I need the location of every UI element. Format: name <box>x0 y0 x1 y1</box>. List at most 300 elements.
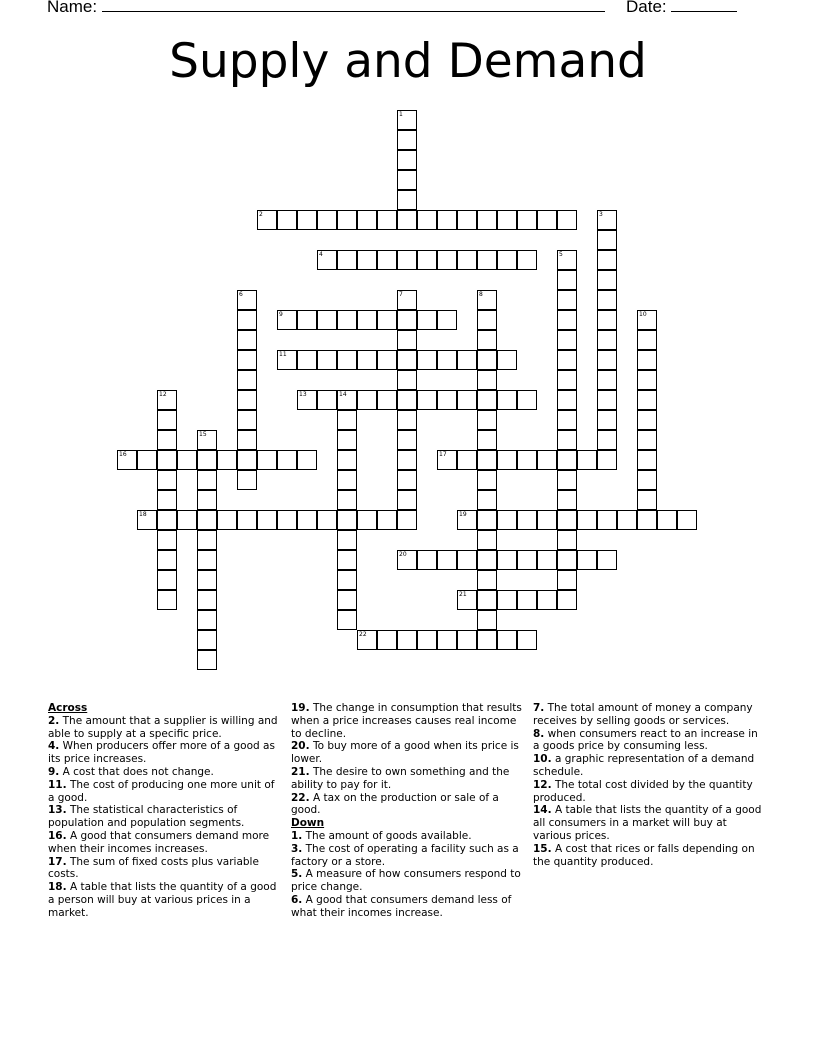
clue-number-15: 15 <box>199 431 207 438</box>
crossword-cell[interactable] <box>477 330 497 350</box>
crossword-cell[interactable] <box>297 450 317 470</box>
crossword-cell[interactable] <box>357 310 377 330</box>
clue-item <box>533 843 765 869</box>
crossword-cell[interactable] <box>157 470 177 490</box>
crossword-cell[interactable] <box>617 510 637 530</box>
crossword-cell[interactable] <box>637 390 657 410</box>
crossword-cell[interactable] <box>637 470 657 490</box>
crossword-cell[interactable] <box>557 290 577 310</box>
crossword-cell[interactable] <box>537 550 557 570</box>
clue-number: 9. <box>48 765 60 778</box>
crossword-cell[interactable] <box>457 630 477 650</box>
clue-number: 17. <box>48 855 67 868</box>
crossword-cell[interactable] <box>477 610 497 630</box>
crossword-cell[interactable] <box>557 590 577 610</box>
clue-item <box>48 779 280 805</box>
date-label: Date: <box>626 0 667 16</box>
crossword-cell[interactable] <box>377 310 397 330</box>
crossword-cell[interactable] <box>357 210 377 230</box>
crossword-cell[interactable] <box>437 310 457 330</box>
clue-number-8: 8 <box>479 291 483 298</box>
crossword-cell[interactable] <box>397 210 417 230</box>
crossword-cell[interactable] <box>257 510 277 530</box>
crossword-cell[interactable] <box>557 430 577 450</box>
crossword-cell[interactable] <box>237 410 257 430</box>
crossword-cell[interactable] <box>477 510 497 530</box>
crossword-cell[interactable] <box>457 210 477 230</box>
crossword-cell[interactable] <box>197 530 217 550</box>
crossword-cell[interactable] <box>197 650 217 670</box>
clue-text: A table that lists the quantity of a good all consumers in a market will buy at various prices. <box>533 804 762 842</box>
crossword-cell[interactable] <box>477 370 497 390</box>
clue-number: 14. <box>533 804 552 817</box>
crossword-cell[interactable] <box>337 510 357 530</box>
crossword-cell[interactable] <box>497 590 517 610</box>
crossword-cell[interactable] <box>157 570 177 590</box>
crossword-cell[interactable] <box>417 310 437 330</box>
clue-item <box>533 779 765 805</box>
crossword-cell[interactable] <box>337 550 357 570</box>
crossword-cell[interactable] <box>477 570 497 590</box>
crossword-cell[interactable] <box>197 570 217 590</box>
crossword-cell[interactable] <box>197 490 217 510</box>
clue-item <box>533 702 765 728</box>
crossword-cell[interactable] <box>537 510 557 530</box>
clue-item <box>291 702 523 740</box>
clue-text: A table that lists the quantity of a good a person will buy at various prices in a market. <box>48 881 277 919</box>
crossword-cell[interactable] <box>637 410 657 430</box>
crossword-cell[interactable] <box>397 370 417 390</box>
crossword-cell[interactable] <box>637 330 657 350</box>
crossword-cell[interactable] <box>417 250 437 270</box>
crossword-cell[interactable] <box>417 350 437 370</box>
crossword-cell[interactable] <box>557 270 577 290</box>
crossword-cell[interactable] <box>517 450 537 470</box>
crossword-cell[interactable] <box>177 450 197 470</box>
crossword-cell[interactable] <box>477 450 497 470</box>
across-heading: Across <box>48 702 88 714</box>
crossword-cell[interactable] <box>597 410 617 430</box>
crossword-cell[interactable] <box>357 250 377 270</box>
crossword-cell[interactable] <box>397 410 417 430</box>
clue-item <box>48 804 280 830</box>
crossword-cell[interactable] <box>337 590 357 610</box>
crossword-cell[interactable] <box>317 510 337 530</box>
crossword-cell[interactable] <box>357 510 377 530</box>
clue-number: 2. <box>48 714 60 727</box>
crossword-cell[interactable] <box>637 370 657 390</box>
page-title: Supply and Demand <box>169 34 647 89</box>
crossword-cell[interactable] <box>197 630 217 650</box>
crossword-cell[interactable] <box>397 390 417 410</box>
clue-number-21: 21 <box>459 591 467 598</box>
crossword-cell[interactable] <box>597 550 617 570</box>
clue-number: 4. <box>48 740 60 753</box>
clue-text: A measure of how consumers respond to price change. <box>291 868 521 894</box>
crossword-cell[interactable] <box>397 450 417 470</box>
crossword-cell[interactable] <box>237 430 257 450</box>
crossword-cell[interactable] <box>517 550 537 570</box>
clue-text: When producers offer more of a good as its price increases. <box>48 740 275 766</box>
crossword-cell[interactable] <box>337 310 357 330</box>
crossword-cell[interactable] <box>157 550 177 570</box>
crossword-cell[interactable] <box>297 310 317 330</box>
crossword-cell[interactable] <box>157 430 177 450</box>
crossword-cell[interactable] <box>397 330 417 350</box>
crossword-cell[interactable] <box>517 250 537 270</box>
clue-number-18: 18 <box>139 511 147 518</box>
crossword-cell[interactable] <box>397 510 417 530</box>
crossword-cell[interactable] <box>577 510 597 530</box>
crossword-cell[interactable] <box>397 630 417 650</box>
down-heading: Down <box>291 817 325 830</box>
crossword-cell[interactable] <box>237 330 257 350</box>
clue-item <box>48 881 280 919</box>
crossword-cell[interactable] <box>277 510 297 530</box>
clue-number-16: 16 <box>119 451 127 458</box>
clue-item <box>533 728 765 754</box>
crossword-cell[interactable] <box>197 550 217 570</box>
clue-text: The amount of goods available. <box>302 829 472 842</box>
clue-number-20: 20 <box>399 551 407 558</box>
crossword-cell[interactable] <box>397 150 417 170</box>
clue-number-10: 10 <box>639 311 647 318</box>
clue-number: 22. <box>291 791 310 804</box>
crossword-cell[interactable] <box>537 450 557 470</box>
crossword-cell[interactable] <box>397 430 417 450</box>
clue-text: A tax on the production or sale of a good. <box>291 791 499 817</box>
clue-text: The change in consumption that results when a price increases causes real income to decline. <box>291 702 522 740</box>
crossword-cell[interactable] <box>377 390 397 410</box>
crossword-cell[interactable] <box>377 630 397 650</box>
clue-number-6: 6 <box>239 291 243 298</box>
clue-number: 7. <box>533 702 545 714</box>
crossword-cell[interactable] <box>337 210 357 230</box>
crossword-cell[interactable] <box>337 430 357 450</box>
clue-number-4: 4 <box>319 251 323 258</box>
crossword-cell[interactable] <box>197 590 217 610</box>
crossword-cell[interactable] <box>637 510 657 530</box>
crossword-cell[interactable] <box>597 510 617 530</box>
crossword-cell[interactable] <box>337 450 357 470</box>
crossword-cell[interactable] <box>437 350 457 370</box>
crossword-cell[interactable] <box>557 550 577 570</box>
clue-text: The amount that a supplier is willing and able to supply at a specific price. <box>48 714 278 740</box>
crossword-cell[interactable] <box>597 330 617 350</box>
crossword-cell[interactable] <box>377 250 397 270</box>
clue-item <box>48 766 280 779</box>
clue-item <box>533 753 765 779</box>
crossword-cell[interactable] <box>297 350 317 370</box>
clue-number: 3. <box>291 842 303 855</box>
crossword-cell[interactable] <box>157 530 177 550</box>
crossword-cell[interactable] <box>337 470 357 490</box>
crossword-cell[interactable] <box>637 430 657 450</box>
crossword-cell[interactable] <box>197 450 217 470</box>
clue-item <box>291 766 523 792</box>
crossword-cell[interactable] <box>337 610 357 630</box>
crossword-cell[interactable] <box>677 510 697 530</box>
crossword-cell[interactable] <box>597 390 617 410</box>
crossword-cell[interactable] <box>537 210 557 230</box>
crossword-cell[interactable] <box>497 450 517 470</box>
clue-text: The cost of producing one more unit of a good. <box>48 778 275 804</box>
crossword-cell[interactable] <box>557 370 577 390</box>
clue-item <box>291 830 523 843</box>
crossword-cell[interactable] <box>477 350 497 370</box>
clue-text: The statistical characteristics of population and population segments. <box>48 804 245 830</box>
crossword-cell[interactable] <box>597 430 617 450</box>
crossword-cell[interactable] <box>157 490 177 510</box>
crossword-cell[interactable] <box>237 350 257 370</box>
crossword-cell[interactable] <box>157 450 177 470</box>
clue-number-11: 11 <box>279 351 287 358</box>
crossword-cell[interactable] <box>197 610 217 630</box>
clue-number: 11. <box>48 778 67 791</box>
crossword-cell[interactable] <box>597 270 617 290</box>
crossword-cell[interactable] <box>397 170 417 190</box>
crossword-cell[interactable] <box>417 630 437 650</box>
crossword-cell[interactable] <box>397 190 417 210</box>
clue-text: A good that consumers demand less of what their incomes increase. <box>291 893 512 919</box>
crossword-cell[interactable] <box>257 450 277 470</box>
crossword-cell[interactable] <box>337 570 357 590</box>
clue-number-14: 14 <box>339 391 347 398</box>
crossword-cell[interactable] <box>197 510 217 530</box>
crossword-cell[interactable] <box>537 590 557 610</box>
clues-column-2 <box>291 702 523 920</box>
clue-text: The sum of fixed costs plus variable costs. <box>48 855 259 881</box>
crossword-cell[interactable] <box>417 550 437 570</box>
crossword-cell[interactable] <box>497 550 517 570</box>
crossword-cell[interactable] <box>577 450 597 470</box>
crossword-cell[interactable] <box>397 470 417 490</box>
crossword-cell[interactable] <box>377 510 397 530</box>
crossword-cell[interactable] <box>517 510 537 530</box>
crossword-cell[interactable] <box>337 490 357 510</box>
crossword-cell[interactable] <box>477 390 497 410</box>
crossword-cell[interactable] <box>477 530 497 550</box>
crossword-cell[interactable] <box>177 510 197 530</box>
crossword-cell[interactable] <box>417 390 437 410</box>
crossword-cell[interactable] <box>397 350 417 370</box>
clue-text: To buy more of a good when its price is lower. <box>291 740 519 766</box>
crossword-cell[interactable] <box>297 510 317 530</box>
crossword-cell[interactable] <box>597 290 617 310</box>
crossword-cell[interactable] <box>597 370 617 390</box>
crossword-cell[interactable] <box>557 450 577 470</box>
crossword-cell[interactable] <box>237 450 257 470</box>
crossword-cell[interactable] <box>397 490 417 510</box>
crossword-cell[interactable] <box>497 350 517 370</box>
crossword-cell[interactable] <box>277 210 297 230</box>
crossword-cell[interactable] <box>317 210 337 230</box>
crossword-cell[interactable] <box>637 490 657 510</box>
crossword-cell[interactable] <box>417 210 437 230</box>
crossword-cell[interactable] <box>377 210 397 230</box>
crossword-cell[interactable] <box>497 390 517 410</box>
clue-item <box>48 830 280 856</box>
crossword-cell[interactable] <box>477 550 497 570</box>
crossword-cell[interactable] <box>557 350 577 370</box>
clue-number-5: 5 <box>559 251 563 258</box>
crossword-cell[interactable] <box>437 250 457 270</box>
crossword-cell[interactable] <box>477 470 497 490</box>
clue-item <box>291 740 523 766</box>
crossword-cell[interactable] <box>237 470 257 490</box>
clue-text: A cost that does not change. <box>59 765 214 778</box>
clue-number-3: 3 <box>599 211 603 218</box>
crossword-cell[interactable] <box>457 350 477 370</box>
clue-text: when consumers react to an increase in a goods price by consuming less. <box>533 727 758 753</box>
crossword-cell[interactable] <box>277 450 297 470</box>
crossword-cell[interactable] <box>477 590 497 610</box>
crossword-cell[interactable] <box>317 310 337 330</box>
crossword-cell[interactable] <box>637 350 657 370</box>
crossword-cell[interactable] <box>557 390 577 410</box>
crossword-cell[interactable] <box>237 310 257 330</box>
clue-number: 8. <box>533 727 545 740</box>
crossword-cell[interactable] <box>337 250 357 270</box>
clue-number: 16. <box>48 829 67 842</box>
clue-text: The cost of operating a facility such as a factory or a store. <box>291 842 519 868</box>
crossword-cell[interactable] <box>577 550 597 570</box>
crossword-cell[interactable] <box>237 510 257 530</box>
crossword-cell[interactable] <box>137 450 157 470</box>
crossword-cell[interactable] <box>657 510 677 530</box>
crossword-cell[interactable] <box>457 390 477 410</box>
crossword-cell[interactable] <box>337 350 357 370</box>
clue-number-19: 19 <box>459 511 467 518</box>
crossword-cell[interactable] <box>237 370 257 390</box>
crossword-cell[interactable] <box>457 250 477 270</box>
crossword-cell[interactable] <box>597 230 617 250</box>
clue-number-9: 9 <box>279 311 283 318</box>
clue-item <box>291 894 523 920</box>
crossword-cell[interactable] <box>377 350 397 370</box>
crossword-cell[interactable] <box>317 390 337 410</box>
clue-text: A good that consumers demand more when their incomes increases. <box>48 829 270 855</box>
clue-number: 1. <box>291 829 303 842</box>
crossword-cell[interactable] <box>457 550 477 570</box>
crossword-cell[interactable] <box>337 530 357 550</box>
crossword-cell[interactable] <box>437 390 457 410</box>
crossword-cell[interactable] <box>557 330 577 350</box>
name-label: Name: <box>47 0 98 16</box>
crossword-cell[interactable] <box>557 510 577 530</box>
crossword-cell[interactable] <box>457 450 477 470</box>
clue-item <box>48 856 280 882</box>
crossword-cell[interactable] <box>157 590 177 610</box>
clue-item <box>291 792 523 818</box>
crossword-cell[interactable] <box>397 310 417 330</box>
clue-number: 19. <box>291 702 310 714</box>
crossword-cell[interactable] <box>597 310 617 330</box>
crossword-cell[interactable] <box>637 450 657 470</box>
crossword-cell[interactable] <box>557 410 577 430</box>
crossword-cell[interactable] <box>557 310 577 330</box>
crossword-cell[interactable] <box>517 390 537 410</box>
clue-number: 12. <box>533 778 552 791</box>
clue-number-7: 7 <box>399 291 403 298</box>
clues-column-1 <box>48 702 280 920</box>
crossword-cell[interactable] <box>497 250 517 270</box>
crossword-cell[interactable] <box>477 630 497 650</box>
crossword-cell[interactable] <box>357 350 377 370</box>
crossword-cell[interactable] <box>297 210 317 230</box>
crossword-cell[interactable] <box>597 450 617 470</box>
clue-number: 10. <box>533 753 552 766</box>
clue-number-13: 13 <box>299 391 307 398</box>
clue-number: 6. <box>291 893 303 906</box>
clue-item <box>291 843 523 869</box>
crossword-cell[interactable] <box>437 630 457 650</box>
crossword-cell[interactable] <box>437 210 457 230</box>
clue-text: A cost that rices or falls depending on the quantity produced. <box>533 842 755 868</box>
crossword-cell[interactable] <box>557 570 577 590</box>
crossword-cell[interactable] <box>557 490 577 510</box>
crossword-cell[interactable] <box>397 250 417 270</box>
clue-number-1: 1 <box>399 111 403 118</box>
clue-item <box>48 715 280 741</box>
clue-number: 18. <box>48 881 67 894</box>
crossword-cell[interactable] <box>197 470 217 490</box>
clue-number-22: 22 <box>359 631 367 638</box>
crossword-cell[interactable] <box>597 350 617 370</box>
crossword-cell[interactable] <box>597 250 617 270</box>
crossword-cell[interactable] <box>517 630 537 650</box>
crossword-cell[interactable] <box>477 310 497 330</box>
crossword-cell[interactable] <box>477 210 497 230</box>
clue-number: 20. <box>291 740 310 753</box>
clue-text: The total amount of money a company receives by selling goods or services. <box>533 702 753 727</box>
crossword-cell[interactable] <box>557 210 577 230</box>
crossword-cell[interactable] <box>517 590 537 610</box>
crossword-cell[interactable] <box>517 210 537 230</box>
crossword-cell[interactable] <box>317 350 337 370</box>
crossword-cell[interactable] <box>357 390 377 410</box>
clue-item <box>291 868 523 894</box>
crossword-cell[interactable] <box>337 410 357 430</box>
crossword-cell[interactable] <box>437 550 457 570</box>
crossword-cell[interactable] <box>477 410 497 430</box>
crossword-cell[interactable] <box>497 210 517 230</box>
crossword-cell[interactable] <box>157 510 177 530</box>
crossword-cell[interactable] <box>217 510 237 530</box>
crossword-cell[interactable] <box>477 490 497 510</box>
clue-number: 13. <box>48 804 67 817</box>
clue-text: The total cost divided by the quantity produced. <box>533 778 753 804</box>
crossword-cell[interactable] <box>217 450 237 470</box>
clue-number-12: 12 <box>159 391 167 398</box>
crossword-cell[interactable] <box>557 470 577 490</box>
crossword-cell[interactable] <box>477 430 497 450</box>
clue-number: 15. <box>533 842 552 855</box>
clue-text: a graphic representation of a demand schedule. <box>533 753 755 778</box>
crossword-cell[interactable] <box>497 630 517 650</box>
clues-column-3 <box>533 702 765 868</box>
clue-text: The desire to own something and the ability to pay for it. <box>291 765 510 791</box>
crossword-cell[interactable] <box>237 390 257 410</box>
clue-number: 5. <box>291 868 303 881</box>
crossword-cell[interactable] <box>397 130 417 150</box>
crossword-cell[interactable] <box>557 530 577 550</box>
crossword-cell[interactable] <box>157 410 177 430</box>
crossword-cell[interactable] <box>497 510 517 530</box>
crossword-cell[interactable] <box>477 250 497 270</box>
clue-number-2: 2 <box>259 211 263 218</box>
clue-item <box>533 804 765 842</box>
